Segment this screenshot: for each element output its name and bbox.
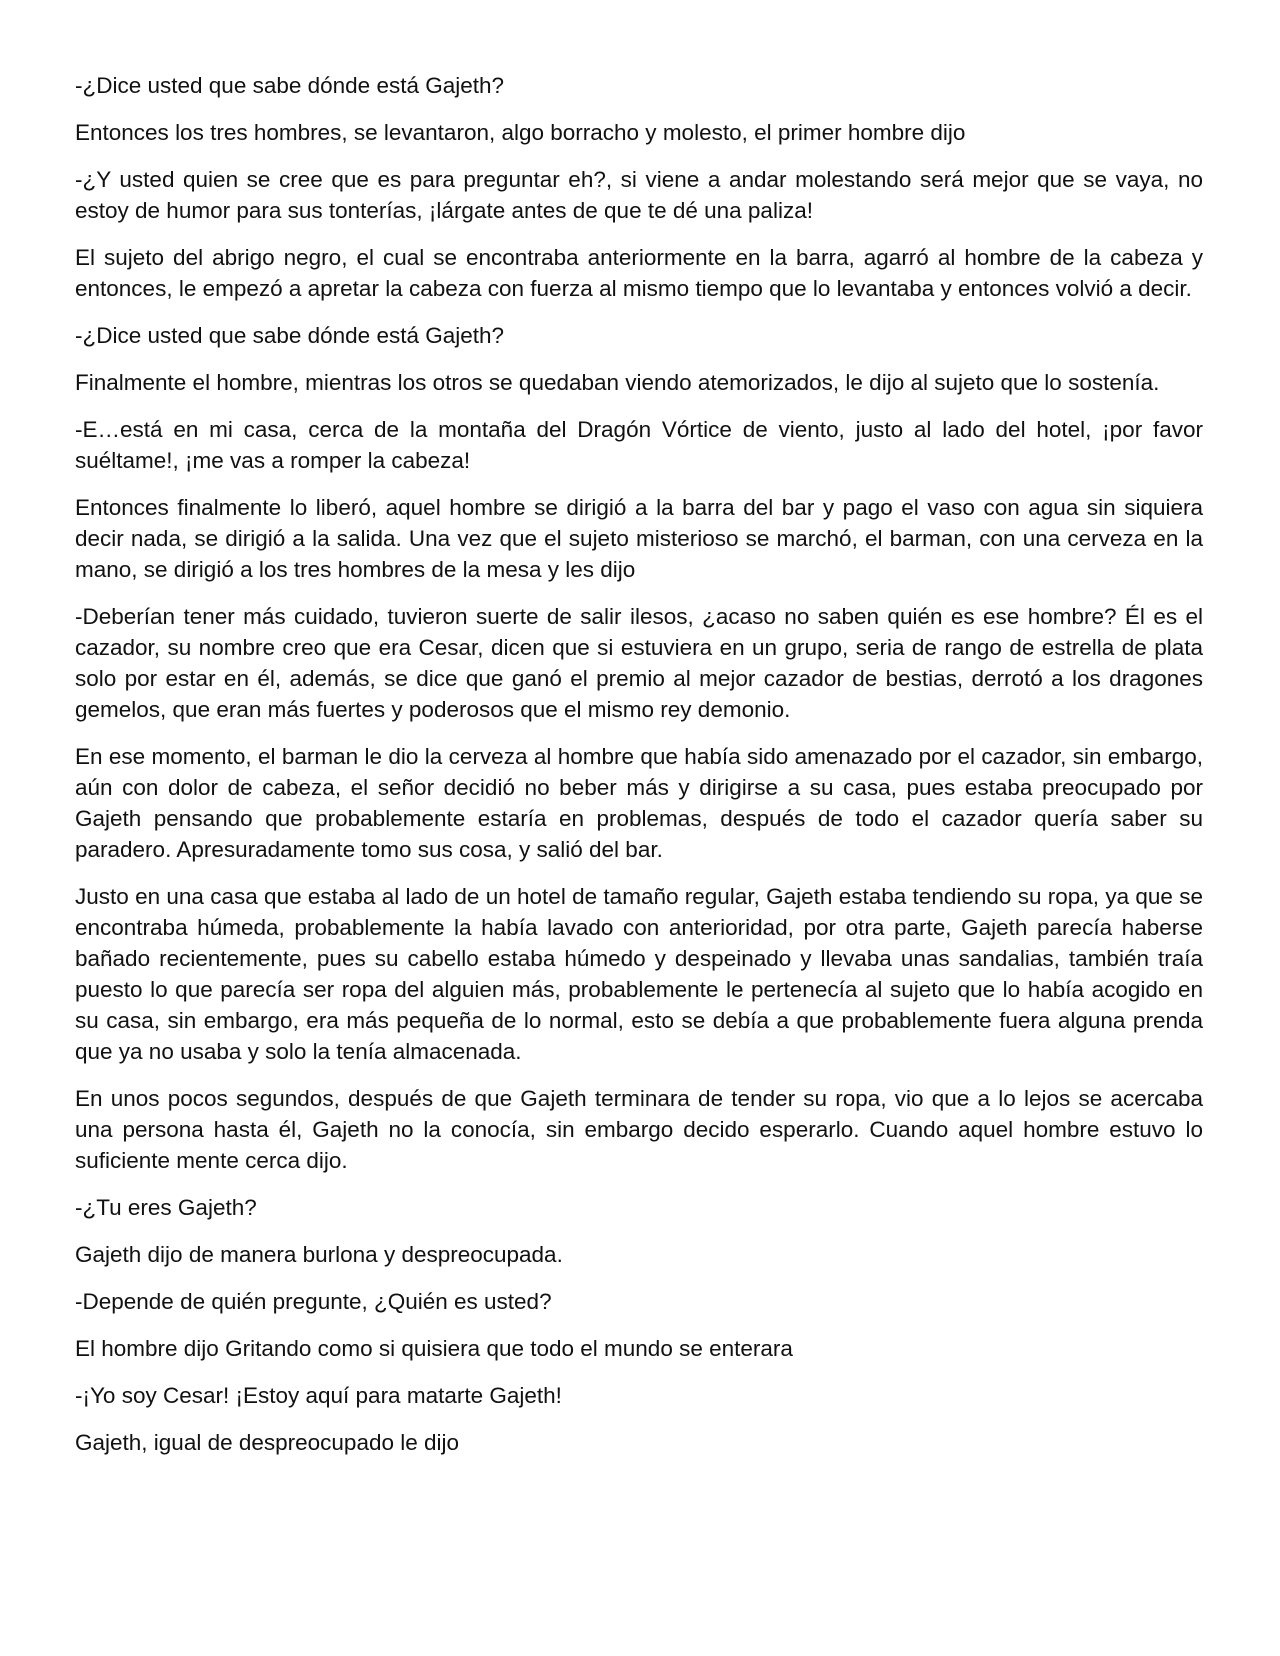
paragraph-16: El hombre dijo Gritando como si quisiera que todo el mundo se enterara bbox=[75, 1336, 793, 1361]
paragraph-15: -Depende de quién pregunte, ¿Quién es usted? bbox=[75, 1289, 552, 1314]
paragraph-2: Entonces los tres hombres, se levantaron, algo borracho y molesto, el primer hombre dijo bbox=[75, 120, 966, 145]
paragraph-11: Justo en una casa que estaba al lado de un hotel de tamaño regular, Gajeth estaba tendiendo su ropa, ya que se encontraba húmeda, probablemente la había lavado con anterioridad, por otra parte, Gajeth parecía haberse bañado recientemente, pues su cabello estaba húmedo y despeinado y llevaba unas sandalias, también traía puesto lo que parecía ser ropa del alguien más, probablemente le pertenecía al sujeto que lo había acogido en su casa, sin embargo, era más pequeña de lo normal, esto se debía a que probablemente fuera alguna prenda que ya no usaba y solo la tenía almacenada. bbox=[75, 884, 1203, 1064]
paragraph-13: -¿Tu eres Gajeth? bbox=[75, 1195, 257, 1220]
paragraph-7: -E…está en mi casa, cerca de la montaña del Dragón Vórtice de viento, justo al lado del hotel, ¡por favor suéltame!, ¡me vas a romper la cabeza! bbox=[75, 417, 1203, 473]
paragraph-8: Entonces finalmente lo liberó, aquel hombre se dirigió a la barra del bar y pago el vaso con agua sin siquiera decir nada, se dirigió a la salida. Una vez que el sujeto misterioso se marchó, el barman, con una cerveza en la mano, se dirigió a los tres hombres de la mesa y les dijo bbox=[75, 495, 1203, 582]
paragraph-9: -Deberían tener más cuidado, tuvieron suerte de salir ilesos, ¿acaso no saben quién es ese hombre? Él es el cazador, su nombre creo que era Cesar, dicen que si estuviera en un grupo, seria de rango de estrella de plata solo por estar en él, además, se dice que ganó el premio al mejor cazador de bestias, derrotó a los dragones gemelos, que eran más fuertes y poderosos que el mismo rey demonio. bbox=[75, 604, 1203, 722]
paragraph-17: -¡Yo soy Cesar! ¡Estoy aquí para matarte Gajeth! bbox=[75, 1383, 562, 1408]
document-page bbox=[75, 70, 1203, 1474]
paragraph-12: En unos pocos segundos, después de que Gajeth terminara de tender su ropa, vio que a lo lejos se acercaba una persona hasta él, Gajeth no la conocía, sin embargo decido esperarlo. Cuando aquel hombre estuvo lo suficiente mente cerca dijo. bbox=[75, 1086, 1203, 1173]
paragraph-6: Finalmente el hombre, mientras los otros se quedaban viendo atemorizados, le dijo al sujeto que lo sostenía. bbox=[75, 370, 1160, 395]
paragraph-4: El sujeto del abrigo negro, el cual se encontraba anteriormente en la barra, agarró al hombre de la cabeza y entonces, le empezó a apretar la cabeza con fuerza al mismo tiempo que lo levantaba y entonces volvió a decir. bbox=[75, 245, 1203, 301]
paragraph-5: -¿Dice usted que sabe dónde está Gajeth? bbox=[75, 323, 505, 348]
paragraph-18: Gajeth, igual de despreocupado le dijo bbox=[75, 1430, 460, 1455]
paragraph-14: Gajeth dijo de manera burlona y despreocupada. bbox=[75, 1242, 563, 1267]
paragraph-3: -¿Y usted quien se cree que es para preguntar eh?, si viene a andar molestando será mejor que se vaya, no estoy de humor para sus tonterías, ¡lárgate antes de que te dé una paliza! bbox=[75, 167, 1203, 223]
paragraph-1: -¿Dice usted que sabe dónde está Gajeth? bbox=[75, 73, 505, 98]
paragraph-10: En ese momento, el barman le dio la cerveza al hombre que había sido amenazado por el cazador, sin embargo, aún con dolor de cabeza, el señor decidió no beber más y dirigirse a su casa, pues estaba preocupado por Gajeth pensando que probablemente estaría en problemas, después de todo el cazador quería saber su paradero. Apresuradamente tomo sus cosa, y salió del bar. bbox=[75, 744, 1203, 862]
